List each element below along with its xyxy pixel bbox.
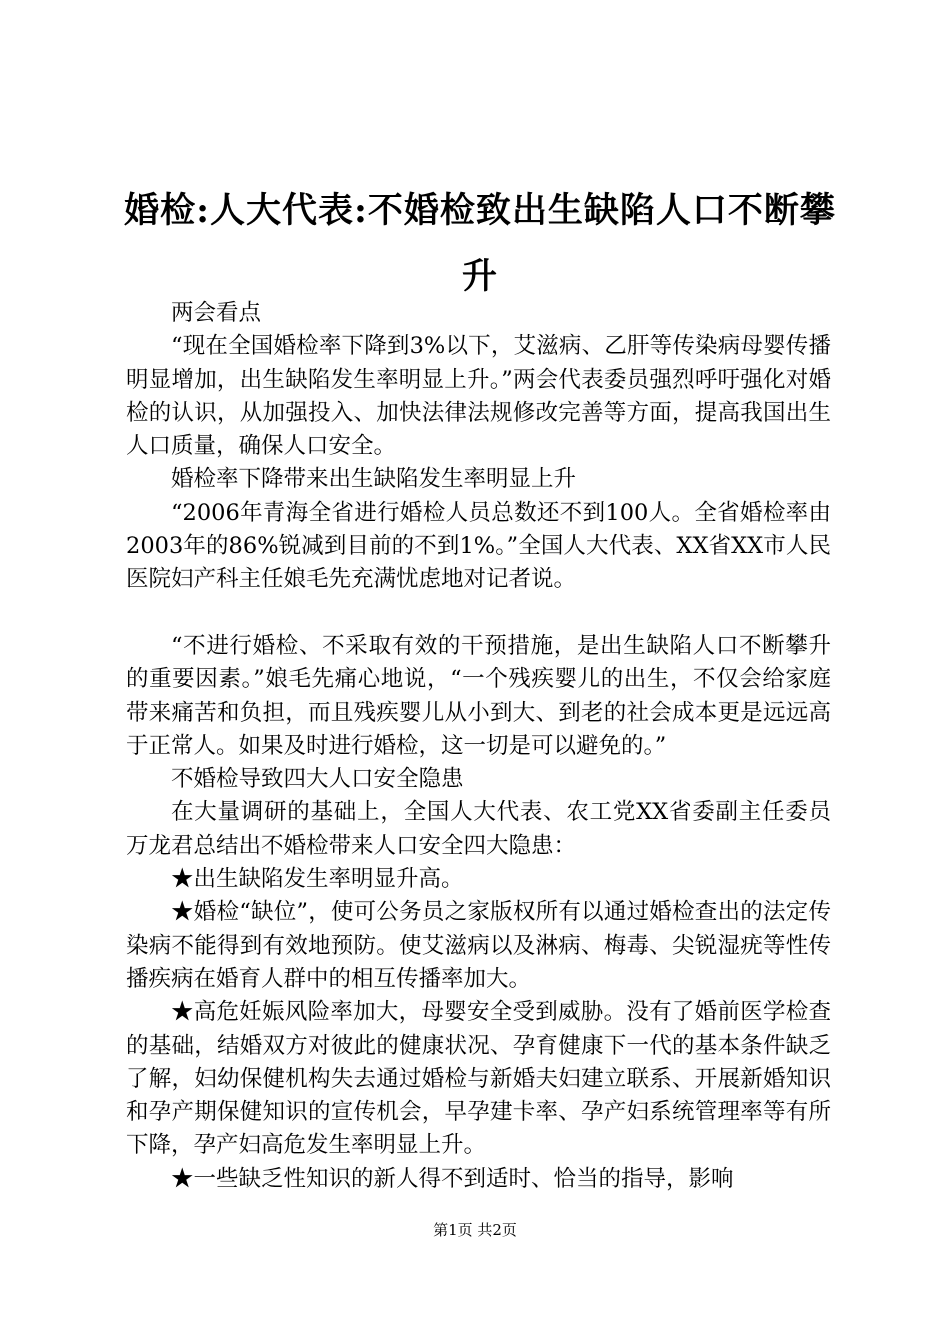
paragraph-quote-2: “不进行婚检、不采取有效的干预措施，是出生缺陷人口不断攀升的重要因素。”娘毛先痛心地说，“一个残疾婴儿的出生，不仅会给家庭带来痛苦和负担，而且残疾婴儿从小到大、到老的社会成本更是远远高于正常人。如果及时进行婚检，这一切是可以避免的。” (126, 632, 831, 759)
paragraph-subheading-1: 婚检率下降带来出生缺陷发生率明显上升 (171, 466, 577, 493)
paragraph-bullet-1: ★出生缺陷发生率明显升高。 (171, 866, 464, 893)
paragraph-bullet-3: ★高危妊娠风险率加大，母婴安全受到威胁。没有了婚前医学检查的基础，结婚双方对彼此的健康状况、孕育健康下一代的基本条件缺乏了解，妇幼保健机构失去通过婚检与新婚夫妇建立联系、开展新婚知识和孕产期保健知识的宣传机会，早孕建卡率、孕产妇系统管理率等有所下降，孕产妇高危发生率明显上升。 (126, 999, 831, 1159)
page-number-footer: 第1页 共2页 (433, 1221, 517, 1239)
document-body (126, 297, 831, 1196)
paragraph-bullet-2: ★婚检“缺位”，使可公务员之家版权所有以通过婚检查出的法定传染病不能得到有效地预防。使艾滋病以及淋病、梅毒、尖锐湿疣等性传播疾病在婚育人群中的相互传播率加大。 (126, 899, 831, 992)
paragraph-subheading-2: 不婚检导致四大人口安全隐患 (171, 766, 464, 793)
paragraph-bullet-4: ★一些缺乏性知识的新人得不到适时、恰当的指导，影响 (171, 1165, 734, 1192)
document-title: 婚检:人大代表:不婚检致出生缺陷人口不断攀升 (124, 190, 836, 297)
paragraph-quote-1: “2006年青海全省进行婚检人员总数还不到100人。全省婚检率由2003年的86%锐减到目前的不到1%。”全国人大代表、XX省XX市人民医院妇产科主任娘毛先充满忧虑地对记者说。 (126, 499, 831, 593)
paragraph-research: 在大量调研的基础上，全国人大代表、农工党XX省委副主任委员万龙君总结出不婚检带来人口安全四大隐患： (126, 799, 831, 859)
paragraph-section-label: 两会看点 (171, 300, 262, 326)
paragraph-spacer (126, 597, 831, 630)
paragraph-intro: “现在全国婚检率下降到3%以下，艾滋病、乙肝等传染病母婴传播明显增加，出生缺陷发生率明显上升。”两会代表委员强烈呼吁强化对婚检的认识，从加强投入、加快法律法规修改完善等方面，提高我国出生人口质量，确保人口安全。 (126, 333, 831, 460)
